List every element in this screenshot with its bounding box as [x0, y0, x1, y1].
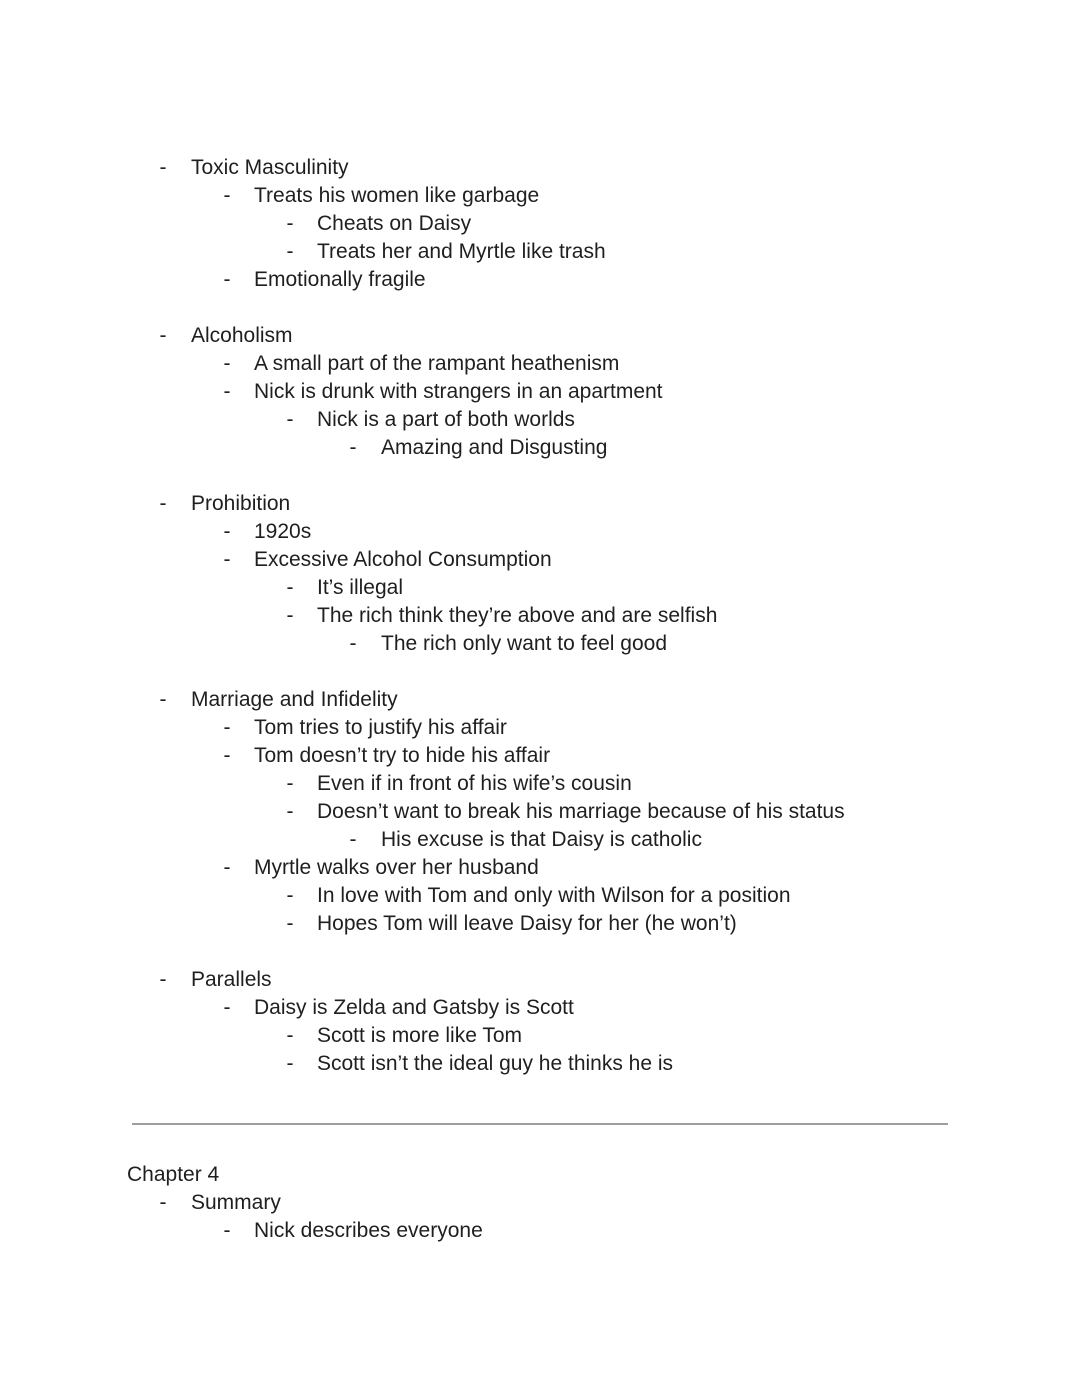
bullet-dash: - [286, 800, 294, 823]
bullet-dash: - [223, 856, 231, 879]
bullet-dash: - [223, 520, 231, 543]
topic-marriage-infidelity: Marriage and Infidelity [191, 688, 398, 711]
note-text: Doesn’t want to break his marriage because of his status [317, 800, 845, 823]
bullet-dash: - [286, 1024, 294, 1047]
bullet-dash: - [286, 240, 294, 263]
bullet-dash: - [286, 884, 294, 907]
bullet-dash: - [286, 772, 294, 795]
bullet-dash: - [159, 1191, 167, 1214]
bullet-dash: - [223, 1219, 231, 1242]
note-text: It’s illegal [317, 576, 403, 599]
topic-alcoholism: Alcoholism [191, 324, 293, 347]
bullet-dash: - [159, 688, 167, 711]
note-text: The rich only want to feel good [381, 632, 668, 655]
bullet-dash: - [223, 996, 231, 1019]
bullet-dash: - [223, 268, 231, 291]
note-text: Daisy is Zelda and Gatsby is Scott [254, 996, 574, 1019]
note-text: His excuse is that Daisy is catholic [381, 828, 702, 851]
bullet-dash: - [159, 492, 167, 515]
note-text: 1920s [254, 520, 312, 543]
note-text: In love with Tom and only with Wilson for a position [317, 884, 791, 907]
topic-toxic-masculinity: Toxic Masculinity [191, 156, 349, 179]
note-text: A small part of the rampant heathenism [254, 352, 620, 375]
bullet-dash: - [223, 184, 231, 207]
bullet-dash: - [349, 828, 357, 851]
topic-parallels: Parallels [191, 968, 272, 991]
bullet-dash: - [223, 352, 231, 375]
note-text: Treats his women like garbage [254, 184, 540, 207]
note-text: Nick is a part of both worlds [317, 408, 575, 431]
bullet-dash: - [286, 212, 294, 235]
note-text: Excessive Alcohol Consumption [254, 548, 552, 571]
bullet-dash: - [286, 604, 294, 627]
note-text: Cheats on Daisy [317, 212, 472, 235]
bullet-dash: - [286, 576, 294, 599]
note-text: Hopes Tom will leave Daisy for her (he won’t) [317, 912, 737, 935]
note-text: Tom tries to justify his affair [254, 716, 507, 739]
note-text: Scott isn’t the ideal guy he thinks he is [317, 1052, 674, 1075]
note-text: Nick describes everyone [254, 1219, 483, 1242]
note-text: Tom doesn’t try to hide his affair [254, 744, 551, 767]
bullet-dash: - [159, 324, 167, 347]
bullet-dash: - [159, 968, 167, 991]
bullet-dash: - [349, 632, 357, 655]
horizontal-divider [132, 1123, 948, 1125]
note-text: Even if in front of his wife’s cousin [317, 772, 632, 795]
bullet-dash: - [349, 436, 357, 459]
note-text: Emotionally fragile [254, 268, 426, 291]
chapter-heading: Chapter 4 [127, 1163, 220, 1186]
bullet-dash: - [286, 408, 294, 431]
note-text: The rich think they’re above and are selfish [317, 604, 718, 627]
bullet-dash: - [223, 548, 231, 571]
note-text: Treats her and Myrtle like trash [317, 240, 606, 263]
topic-prohibition: Prohibition [191, 492, 291, 515]
note-text: Amazing and Disgusting [381, 436, 608, 459]
topic-summary: Summary [191, 1191, 281, 1214]
note-text: Nick is drunk with strangers in an apartment [254, 380, 663, 403]
bullet-dash: - [223, 380, 231, 403]
bullet-dash: - [223, 744, 231, 767]
bullet-dash: - [223, 716, 231, 739]
note-text: Scott is more like Tom [317, 1024, 523, 1047]
bullet-dash: - [159, 156, 167, 179]
note-text: Myrtle walks over her husband [254, 856, 539, 879]
bullet-dash: - [286, 1052, 294, 1075]
bullet-dash: - [286, 912, 294, 935]
